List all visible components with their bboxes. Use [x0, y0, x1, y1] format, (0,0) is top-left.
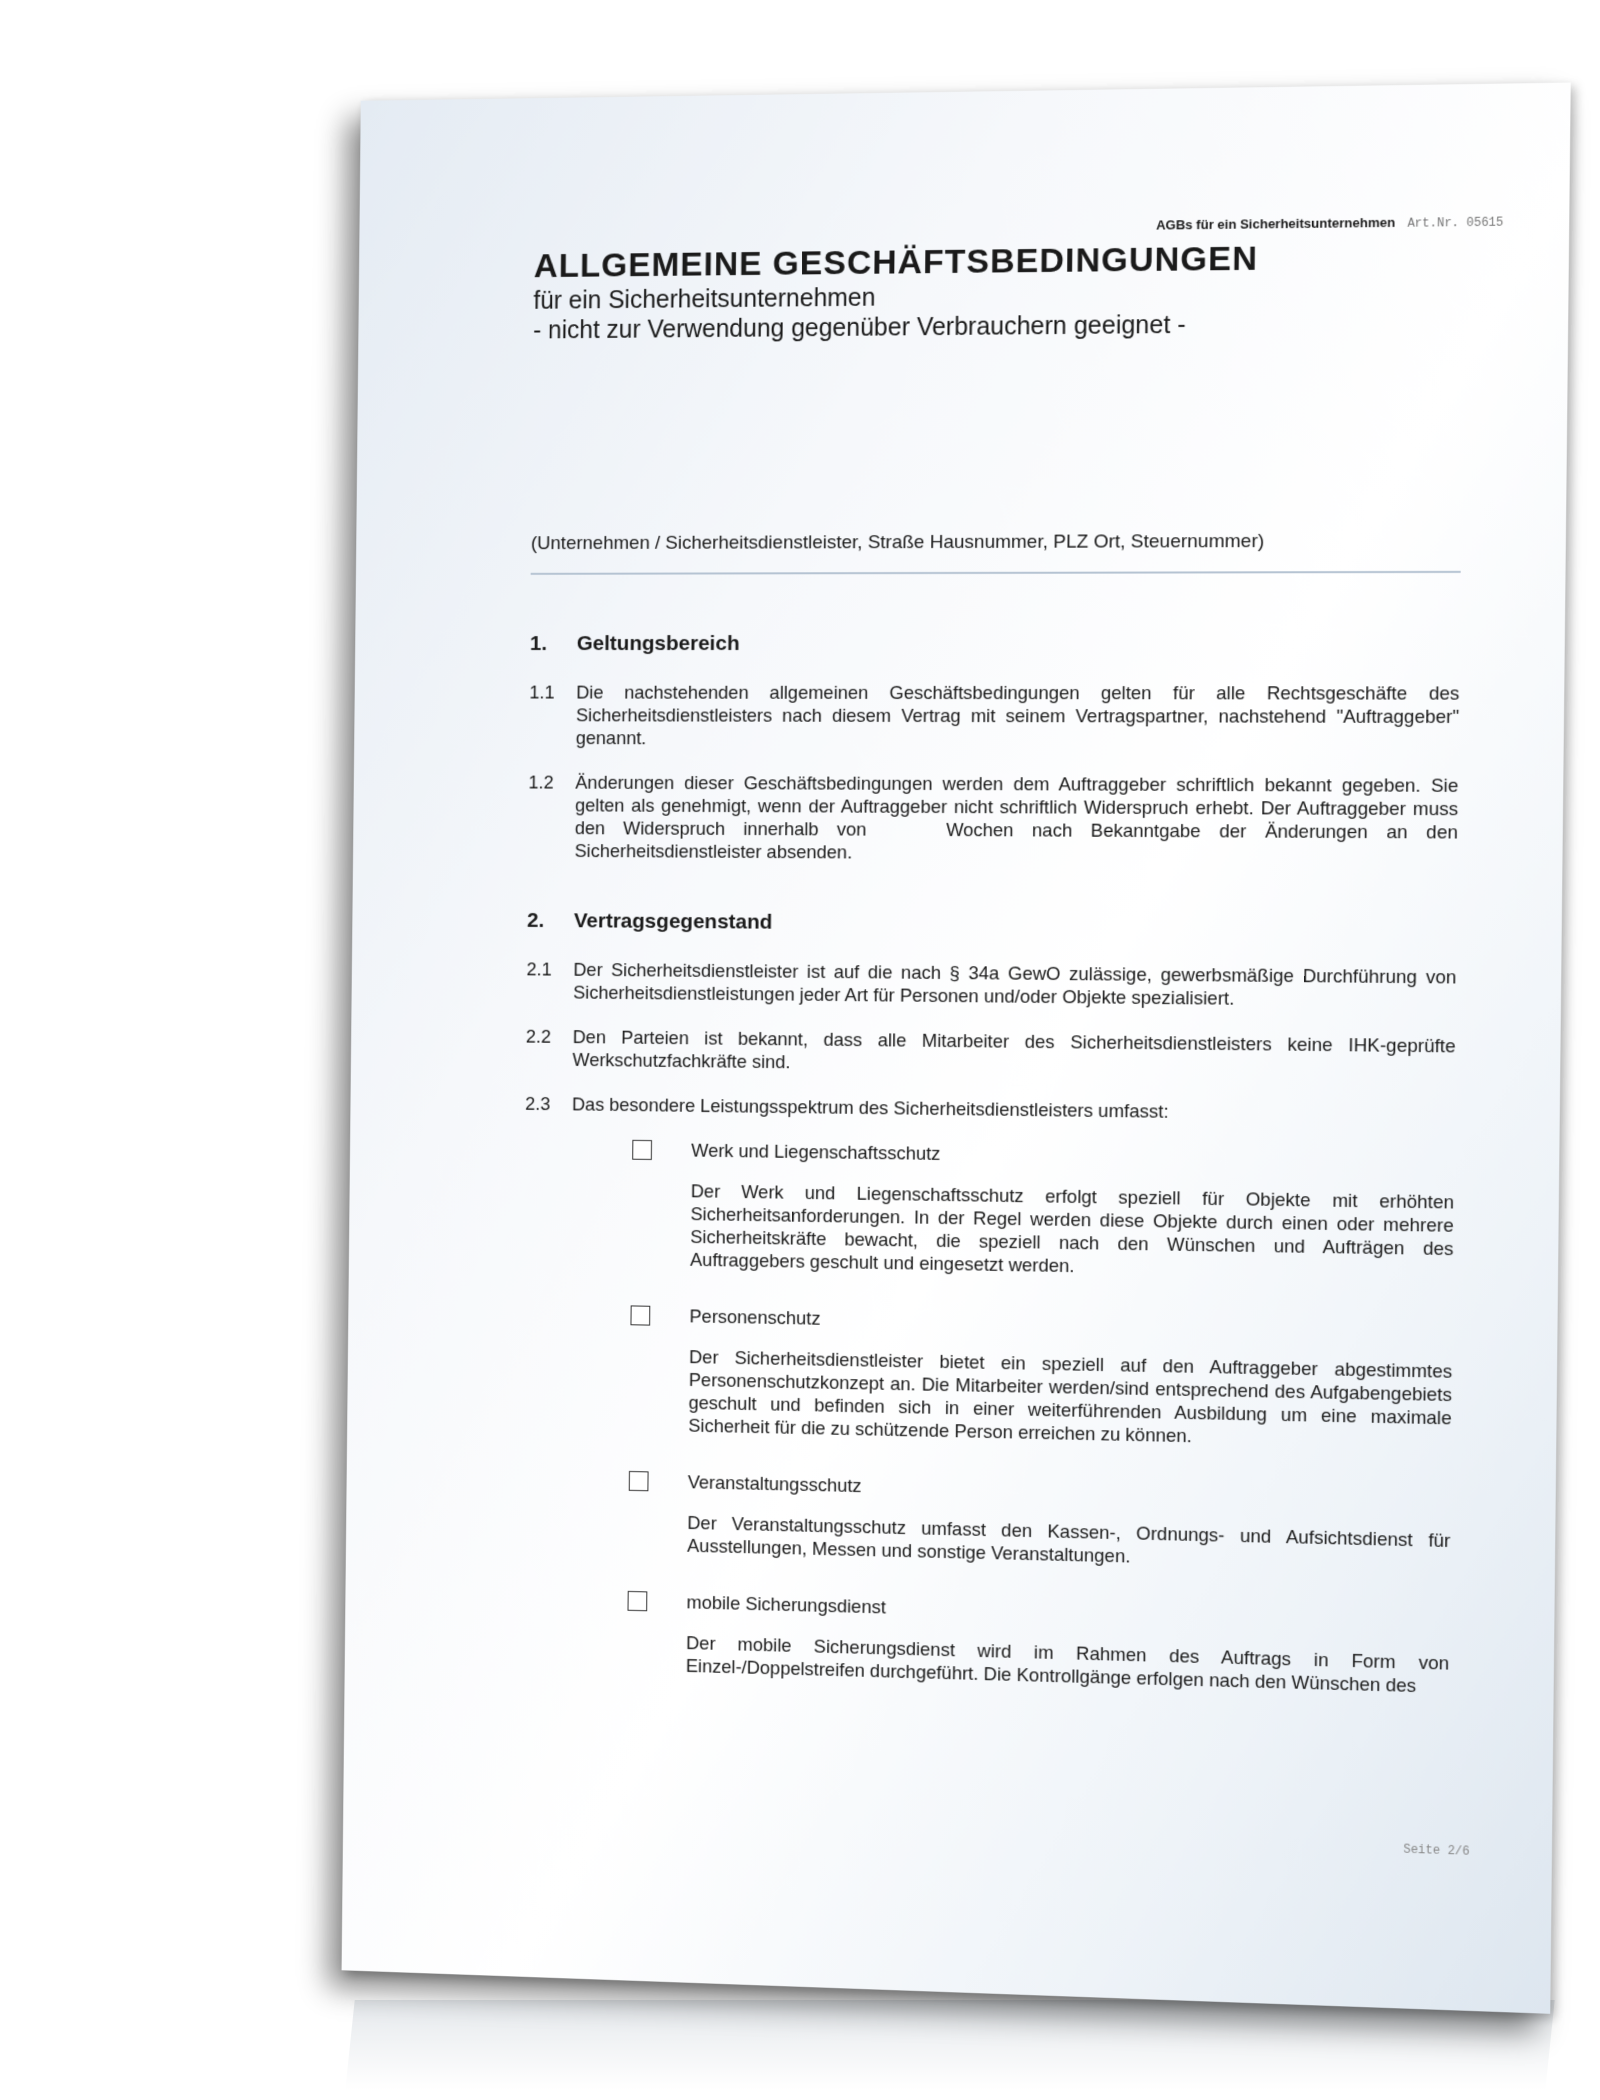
option-title: Veranstaltungsschutz [687, 1471, 862, 1497]
document-title: ALLGEMEINE GESCHÄFTSBEDINGUNGEN [533, 239, 1259, 286]
option-description: Der Veranstaltungsschutz umfasst den Kassen-, Ordnungs- und Aufsichtsdienst für Ausstellungen, Messen und sonstige Veranstaltungen. [687, 1512, 1451, 1567]
document-body [519, 632, 1460, 1725]
paragraph [529, 681, 1460, 752]
option-checkbox[interactable] [632, 1140, 652, 1160]
option-title: Personenschutz [689, 1305, 821, 1329]
paragraph [528, 771, 1459, 867]
option-description: Der Sicherheitsdienstleister bietet ein speziell auf den Auftraggeber abgestimmtes Personenschutzkonzept an. Die Mitarbeiter werden/sind entsprechend des Aufgabengebiets geschult und befinden sich in einer weiterführenden Ausbildung um eine maximale Sicherheit für die zu schützende Person erreichen zu können. [688, 1346, 1453, 1447]
paragraph-text: Den Parteien ist bekannt, dass alle Mitarbeiter des Sicherheitsdienstleisters keine IHK-geprüfte Werkschutzfachkräfte sind. [572, 1026, 1456, 1073]
option-checkbox[interactable] [628, 1591, 648, 1611]
section-heading [530, 632, 1460, 655]
option-checkbox[interactable] [630, 1305, 650, 1325]
paragraph-text: Änderungen dieser Geschäftsbedingungen werden dem Auftraggeber schriftlich bekannt gegeben. Sie gelten als genehmigt, wenn der Auftraggeber nicht schriftlich Widerspruch erhebt. Der Auftraggeber muss den Widerspruch innerhalb von Wochen nach Bekanntgabe der Änderungen an den Sicherheitsdienstleister absenden. [574, 771, 1459, 863]
option-title: Werk und Liegenschaftsschutz [691, 1139, 941, 1164]
article-number: Art.Nr. 05615 [1407, 215, 1504, 231]
option-title: mobile Sicherungsdienst [686, 1591, 886, 1618]
paragraph-number: 1.1 [529, 681, 555, 703]
company-placeholder: (Unternehmen / Sicherheitsdienstleister, Straße Hausnummer, PLZ Ort, Steuernummer) [531, 530, 1461, 575]
paper-reflection [345, 2000, 1554, 2090]
service-option [629, 1303, 1453, 1479]
option-description: Der Werk und Liegenschaftsschutz erfolgt speziell für Objekte mit erhöhten Sicherheitsanforderungen. In der Regel werden diese Objekte durch einen oder mehrere Sicherheitskräfte bewacht, die speziell nach den Wünschen und Aufträgen des Auftraggebers geschult und eingesetzt werden. [689, 1180, 1455, 1277]
header-title: AGBs für ein Sicherheitsunternehmen [1155, 214, 1396, 233]
section-title: Vertragsgegenstand [573, 909, 773, 934]
document-title-block [533, 237, 1433, 346]
service-option [628, 1469, 1451, 1602]
page-header [1156, 213, 1503, 233]
document-subtitle-1: für ein Sicherheitsunternehmen [533, 283, 876, 315]
service-option [631, 1138, 1455, 1310]
document-subtitle-2: - nicht zur Verwendung gegenüber Verbrauchern geeignet - [533, 310, 1186, 345]
service-option [627, 1589, 1450, 1724]
document-page [342, 83, 1571, 2014]
paragraph [525, 1092, 1455, 1126]
paragraph-number: 2.2 [525, 1025, 552, 1047]
option-checkbox[interactable] [629, 1471, 649, 1491]
paragraph [526, 1025, 1456, 1081]
paragraph-text: Das besondere Leistungsspektrum des Sicherheitsdienstleisters umfasst: [571, 1093, 1169, 1122]
section-title: Geltungsbereich [576, 632, 740, 655]
paragraph-number: 2.1 [526, 958, 552, 980]
paragraph [526, 958, 1456, 1012]
section-number: 2. [526, 909, 545, 932]
paragraph-text: Die nachstehenden allgemeinen Geschäftsbedingungen gelten für alle Rechtsgeschäfte des Sicherheitsdienstleisters nach diesem Vertrag mit seinem Vertragspartner, nachstehend "Auftraggeber" genannt. [575, 681, 1460, 749]
option-description: Der mobile Sicherungsdienst wird im Rahmen des Auftrags in Form von Einzel-/Doppelstreifen durchgeführt. Die Kontrollgänge erfolgen nach den Wünschen des [685, 1632, 1450, 1697]
paragraph-number: 2.3 [525, 1092, 551, 1115]
section-number: 1. [529, 632, 548, 655]
page-number: Seite 2/6 [1403, 1842, 1470, 1859]
paragraph-number: 1.2 [528, 771, 554, 793]
paragraph-text: Der Sicherheitsdienstleister ist auf die nach § 34a GewO zulässige, gewerbsmäßige Durchführung von Sicherheitsdienstleistungen jeder Art für Personen und/oder Objekte spezialisiert. [573, 958, 1457, 1009]
